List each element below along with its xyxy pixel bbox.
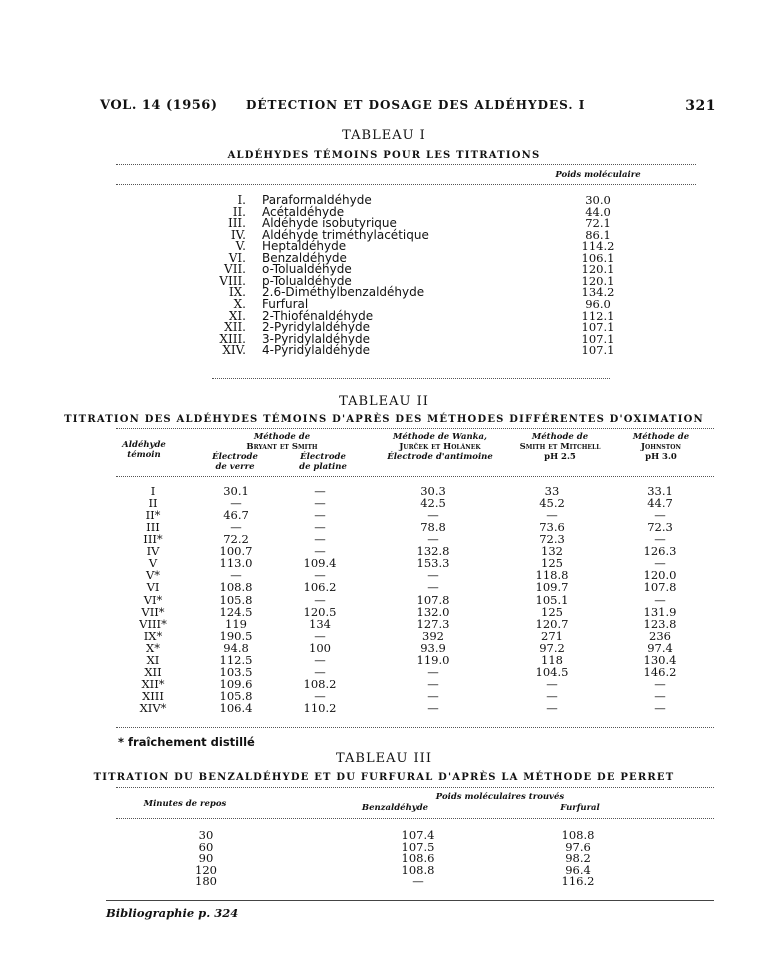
t2-row-glass-electrode: 46.7 [223, 508, 249, 523]
t2-row-aldehyde: XIV* [139, 700, 167, 715]
t2-row-johnston: 123.8 [643, 616, 677, 631]
t1-row-name: Aldéhyde isobutyrique [262, 216, 397, 231]
t3-row-minutes: 120 [195, 862, 217, 877]
t2-row-smith-mitchell: 104.5 [535, 664, 569, 679]
t1-row-molecular-weight: 106.1 [581, 250, 615, 265]
t2-col-johnston-header: Méthode de Johnston pH 3.0 [632, 432, 690, 462]
t2-row-aldehyde: XII [144, 664, 162, 679]
t2-row-platinum-electrode: — [314, 688, 326, 703]
t1-row-number: XIV. [222, 343, 246, 358]
table3-header-rule [116, 818, 714, 819]
t1-row-name: p-Tolualdéhyde [262, 273, 352, 288]
t2-row-smith-mitchell: 105.1 [535, 592, 569, 607]
t1-row-molecular-weight: 96.0 [585, 296, 611, 311]
t2-row-platinum-electrode: — [314, 532, 326, 547]
t2-col-aldehyde-header: Aldéhyde témoin [122, 440, 166, 460]
t2-row-platinum-electrode: 109.4 [303, 556, 337, 571]
t1-row-name: o-Tolualdéhyde [262, 262, 352, 277]
table1-caption: ALDÉHYDES TÉMOINS POUR LES TITRATIONS [227, 150, 541, 161]
t2-row-aldehyde: XIII [142, 688, 164, 703]
t2-row-wanka: 30.3 [420, 484, 446, 498]
t2-row-glass-electrode: 119 [225, 616, 247, 631]
t1-row-molecular-weight: 107.1 [581, 343, 615, 358]
t2-row-glass-electrode: 100.7 [219, 544, 253, 559]
t2-col-glass-electrode-header: Électrode de verre [212, 452, 258, 472]
t2-row-wanka: — [427, 676, 439, 691]
table1-header-rule [116, 184, 696, 185]
t1-row-molecular-weight: 86.1 [585, 227, 611, 242]
t2-row-glass-electrode: 94.8 [223, 640, 249, 655]
t2-row-wanka: 93.9 [420, 640, 446, 655]
t2-col-wanka-header: Méthode de Wanka, Jurček et Holánek Électrode d'antimoine [387, 432, 493, 462]
t2-row-platinum-electrode: — [314, 520, 326, 535]
t2-row-wanka: — [427, 664, 439, 679]
t1-row-number: VII. [224, 262, 246, 277]
table2-top-rule [116, 428, 714, 429]
t2-row-platinum-electrode: 134 [309, 616, 331, 631]
t2-row-platinum-electrode: — [314, 544, 326, 559]
t1-row-name: Acétaldéhyde [262, 204, 345, 219]
t2-row-smith-mitchell: — [546, 676, 558, 691]
t1-row-number: X. [233, 296, 246, 311]
t1-row-name: Furfural [262, 296, 309, 311]
t2-col-smith-mitchell-header: Méthode de Smith et Mitchell pH 2.5 [519, 432, 601, 462]
t2-row-johnston: 146.2 [643, 664, 677, 679]
t2-row-aldehyde: II* [145, 508, 161, 523]
t1-row-number: XIII. [219, 331, 246, 346]
t2-row-glass-electrode: 113.0 [219, 556, 253, 571]
t2-row-johnston: 97.4 [647, 640, 673, 655]
t1-row-number: VI. [228, 250, 246, 265]
t2-row-smith-mitchell: 118.8 [535, 568, 569, 583]
t3-row-minutes: 60 [198, 839, 214, 854]
t2-row-wanka: — [427, 688, 439, 703]
table2-footnote: * fraîchement distillé [118, 735, 255, 749]
t2-row-johnston: — [654, 592, 666, 607]
table2-caption: TITRATION DES ALDÉHYDES TÉMOINS D'APRÈS DES MÉTHODES DIFFÉRENTES D'OXIMATION [64, 414, 704, 425]
t2-col-platinum-electrode-header: Électrode de platine [299, 452, 347, 472]
t1-row-number: XI. [228, 308, 246, 323]
t2-row-smith-mitchell: 72.3 [539, 532, 565, 547]
t2-row-wanka: — [427, 532, 439, 547]
t2-row-glass-electrode: 124.5 [219, 604, 253, 619]
t2-row-aldehyde: VI [146, 580, 160, 595]
t1-row-molecular-weight: 44.0 [585, 204, 611, 219]
t2-row-johnston: — [654, 508, 666, 523]
t1-row-molecular-weight: 120.1 [581, 273, 615, 288]
t2-row-glass-electrode: 105.8 [219, 688, 253, 703]
page-number: 321 [685, 98, 716, 114]
t2-row-smith-mitchell: — [546, 700, 558, 715]
bibliography-reference: Bibliographie p. 324 [106, 906, 239, 920]
t2-row-johnston: 120.0 [643, 568, 677, 583]
t2-row-wanka: 78.8 [420, 520, 446, 535]
t2-row-wanka: 107.8 [416, 592, 450, 607]
t2-row-aldehyde: IV [146, 544, 160, 559]
t2-row-aldehyde: XI [146, 652, 160, 667]
running-title: DÉTECTION ET DOSAGE DES ALDÉHYDES. I [246, 98, 586, 112]
t2-row-wanka: 127.3 [416, 616, 450, 631]
t1-row-name: 3-Pyridylaldéhyde [262, 331, 371, 346]
t2-row-wanka: — [427, 580, 439, 595]
t3-row-minutes: 180 [195, 874, 217, 888]
t1-row-name: Heptaldéhyde [262, 239, 347, 254]
t2-row-glass-electrode: 30.1 [223, 484, 249, 498]
t3-row-benzaldehyde: 107.4 [401, 828, 435, 842]
t2-row-aldehyde: XII* [141, 676, 165, 691]
t2-row-smith-mitchell: 125 [541, 556, 563, 571]
t2-row-smith-mitchell: 132 [541, 544, 563, 559]
t2-row-platinum-electrode: — [314, 508, 326, 523]
t1-row-molecular-weight: 112.1 [581, 308, 615, 323]
t2-row-johnston: 236 [649, 628, 671, 643]
t2-col-bryant-smith-header: Méthode de Bryant et Smith [246, 432, 318, 452]
t2-row-smith-mitchell: 125 [541, 604, 563, 619]
t1-row-name: 2.6-Diméthylbenzaldéhyde [262, 285, 425, 300]
t3-row-furfural: 108.8 [561, 828, 595, 842]
t3-col-minutes-header: Minutes de repos [143, 799, 227, 809]
t2-row-platinum-electrode: 120.5 [303, 604, 337, 619]
t2-row-wanka: — [427, 568, 439, 583]
table2-title: TABLEAU II [339, 394, 429, 409]
t2-row-smith-mitchell: — [546, 688, 558, 703]
t1-row-number: XII. [224, 320, 246, 335]
t2-row-wanka: — [427, 700, 439, 715]
t3-row-minutes: 90 [198, 851, 214, 865]
t3-row-furfural: 98.2 [565, 851, 591, 865]
t1-row-molecular-weight: 30.0 [585, 193, 611, 207]
table1-bottom-rule [212, 378, 610, 379]
t2-row-johnston: — [654, 688, 666, 703]
t1-row-number: IV. [230, 227, 246, 242]
table2-bottom-rule [116, 727, 714, 728]
t2-row-johnston: 72.3 [647, 520, 673, 535]
t3-col-benzaldehyde-header: Benzaldéhyde [361, 803, 429, 813]
t2-row-wanka: 392 [422, 628, 444, 643]
t3-col-furfural-header: Furfural [560, 803, 600, 813]
t2-row-johnston: 131.9 [643, 604, 677, 619]
t1-row-name: Paraformaldéhyde [262, 193, 372, 207]
t2-row-platinum-electrode: — [314, 496, 326, 511]
t2-row-johnston: — [654, 556, 666, 571]
t1-row-molecular-weight: 114.2 [581, 239, 615, 254]
t2-row-glass-electrode: 103.5 [219, 664, 253, 679]
t2-row-glass-electrode: 112.5 [219, 652, 253, 667]
t2-row-glass-electrode: — [230, 568, 242, 583]
table1-mw-header: Poids moléculaire [555, 170, 641, 180]
t1-row-molecular-weight: 107.1 [581, 331, 615, 346]
t2-row-platinum-electrode: — [314, 628, 326, 643]
t2-row-platinum-electrode: — [314, 592, 326, 607]
t1-row-name: Benzaldéhyde [262, 250, 347, 265]
t2-row-wanka: 42.5 [420, 496, 446, 511]
t1-row-number: VIII. [219, 273, 246, 288]
t2-row-glass-electrode: 106.4 [219, 700, 253, 715]
t1-row-number: III. [227, 216, 246, 231]
t1-row-name: 4-Pyridylaldéhyde [262, 343, 371, 358]
t2-row-glass-electrode: 108.8 [219, 580, 253, 595]
t2-row-platinum-electrode: 110.2 [303, 700, 337, 715]
t2-row-wanka: 132.8 [416, 544, 450, 559]
t2-row-smith-mitchell: 33 [544, 484, 560, 498]
t2-row-glass-electrode: 109.6 [219, 676, 253, 691]
t2-row-platinum-electrode: 100 [309, 640, 331, 655]
t3-row-furfural: 97.6 [565, 839, 591, 854]
t2-row-aldehyde: II [148, 496, 158, 511]
t2-row-johnston: — [654, 700, 666, 715]
t2-row-smith-mitchell: 118 [541, 652, 563, 667]
t1-row-name: 2-Thiofénaldéhyde [262, 308, 374, 323]
t1-row-number: I. [237, 193, 246, 207]
t1-row-molecular-weight: 72.1 [585, 216, 611, 231]
t3-col-poids-header: Poids moléculaires trouvés [435, 792, 565, 802]
table2-header-rule [116, 476, 714, 477]
t2-row-johnston: 107.8 [643, 580, 677, 595]
page-bottom-rule [106, 900, 714, 901]
t2-row-smith-mitchell: 120.7 [535, 616, 569, 631]
t1-row-number: II. [232, 204, 246, 219]
t2-row-johnston: 44.7 [647, 496, 673, 511]
t3-row-furfural: 96.4 [565, 862, 591, 877]
t2-row-smith-mitchell: 109.7 [535, 580, 569, 595]
t2-row-aldehyde: V* [145, 568, 161, 583]
t2-row-smith-mitchell: 271 [541, 628, 563, 643]
t2-row-smith-mitchell: 73.6 [539, 520, 565, 535]
t2-row-smith-mitchell: 45.2 [539, 496, 565, 511]
t2-row-platinum-electrode: — [314, 652, 326, 667]
t2-row-johnston: 126.3 [643, 544, 677, 559]
t2-row-johnston: — [654, 676, 666, 691]
t2-row-glass-electrode: — [230, 496, 242, 511]
t1-row-name: 2-Pyridylaldéhyde [262, 320, 371, 335]
t1-row-molecular-weight: 120.1 [581, 262, 615, 277]
t2-row-platinum-electrode: — [314, 664, 326, 679]
t2-row-wanka: 132.0 [416, 604, 450, 619]
t2-row-glass-electrode: — [230, 520, 242, 535]
t2-row-smith-mitchell: 97.2 [539, 640, 565, 655]
t3-row-minutes: 30 [198, 828, 214, 842]
t1-row-number: V. [235, 239, 246, 254]
t3-row-benzaldehyde: 107.5 [401, 839, 435, 854]
t2-row-aldehyde: V [148, 556, 158, 571]
t2-row-platinum-electrode: — [314, 484, 326, 498]
t2-row-aldehyde: VIII* [139, 616, 167, 631]
t2-row-glass-electrode: 105.8 [219, 592, 253, 607]
t2-row-johnston: 33.1 [647, 484, 673, 498]
t2-row-glass-electrode: 72.2 [223, 532, 249, 547]
table3-top-rule [116, 787, 714, 788]
table3-caption: TITRATION DU BENZALDÉHYDE ET DU FURFURAL D'APRÈS LA MÉTHODE DE PERRET [93, 772, 675, 783]
table3-title: TABLEAU III [336, 751, 432, 766]
volume-year: VOL. 14 (1956) [100, 98, 218, 113]
t2-row-smith-mitchell: — [546, 508, 558, 523]
t2-row-johnston: 130.4 [643, 652, 677, 667]
t2-row-wanka: — [427, 508, 439, 523]
t2-row-aldehyde: I [150, 484, 156, 498]
t1-row-name: Aldéhyde triméthylacétique [262, 227, 429, 242]
t2-row-platinum-electrode: — [314, 568, 326, 583]
table1-top-rule [116, 164, 696, 165]
t2-row-aldehyde: IX* [143, 628, 163, 643]
t2-row-aldehyde: III [146, 520, 160, 535]
t2-row-wanka: 119.0 [416, 652, 450, 667]
t1-row-number: IX. [228, 285, 246, 300]
t2-row-glass-electrode: 190.5 [219, 628, 253, 643]
table1-title: TABLEAU I [342, 128, 426, 143]
t3-row-furfural: 116.2 [561, 874, 595, 888]
t2-row-aldehyde: X* [146, 640, 160, 655]
t2-row-platinum-electrode: 108.2 [303, 676, 337, 691]
t2-row-platinum-electrode: 106.2 [303, 580, 337, 595]
t2-row-aldehyde: VII* [141, 604, 165, 619]
t3-row-benzaldehyde: 108.8 [401, 862, 435, 877]
t3-row-benzaldehyde: — [412, 874, 424, 888]
t2-row-wanka: 153.3 [416, 556, 450, 571]
t3-row-benzaldehyde: 108.6 [401, 851, 435, 865]
t1-row-molecular-weight: 134.2 [581, 285, 615, 300]
t2-row-aldehyde: VI* [143, 592, 163, 607]
t2-row-aldehyde: III* [143, 532, 163, 547]
t1-row-molecular-weight: 107.1 [581, 320, 615, 335]
t2-row-johnston: — [654, 532, 666, 547]
